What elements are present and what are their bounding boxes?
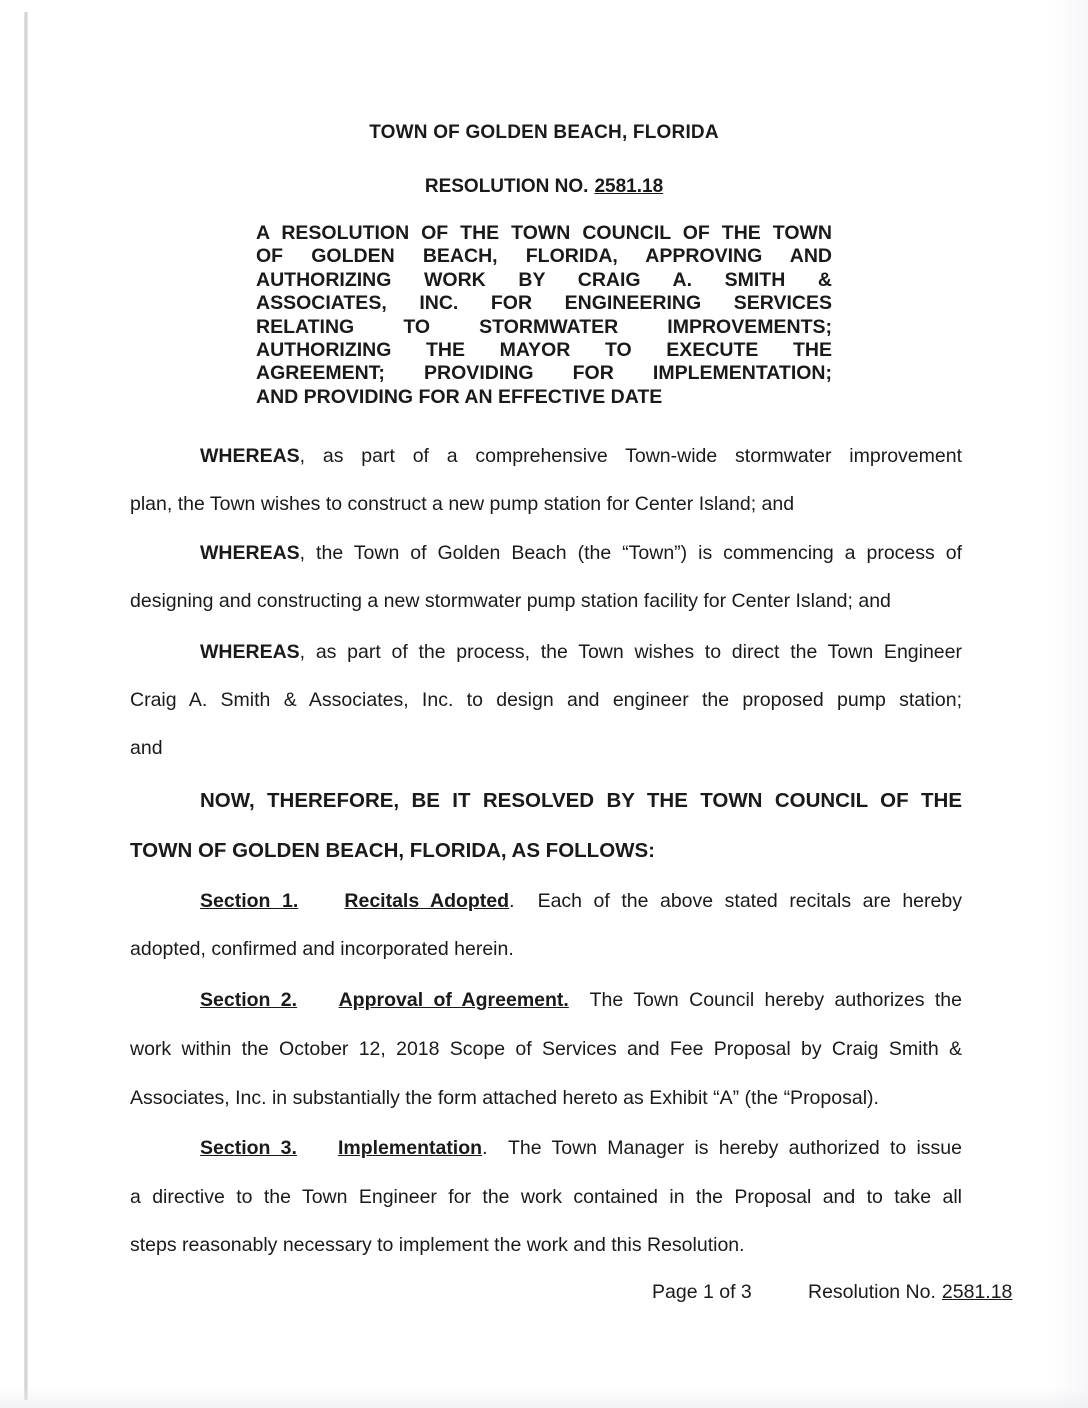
footer-resolution	[808, 1281, 1012, 1304]
caption-line: AND PROVIDING FOR AN EFFECTIVE DATE	[256, 385, 663, 408]
whereas-keyword: WHEREAS	[200, 542, 300, 564]
whereas-keyword: WHEREAS	[200, 445, 300, 467]
resolution-caption	[256, 222, 832, 409]
section-heading: Approval of Agreement.	[338, 989, 569, 1011]
whereas-line: designing and constructing a new stormwater pump station facility for Center Island; and	[130, 590, 891, 612]
scan-shadow-bottom	[0, 1388, 1088, 1408]
caption-line: OF GOLDEN BEACH, FLORIDA, APPROVING AND	[256, 245, 832, 268]
whereas-clause-1-cont	[130, 489, 962, 519]
resolution-number: 2581.18	[594, 176, 664, 197]
caption-line: AUTHORIZING THE MAYOR TO EXECUTE THE	[256, 339, 832, 362]
section-number: Section 1.	[200, 890, 299, 912]
scan-shadow-right	[1048, 0, 1088, 1408]
resolved-clause-cont	[130, 836, 962, 866]
whereas-line	[130, 637, 962, 667]
section-1-cont	[130, 934, 962, 964]
whereas-line: and	[130, 737, 163, 759]
caption-line: ASSOCIATES, INC. FOR ENGINEERING SERVICES	[256, 292, 832, 315]
document-title: TOWN OF GOLDEN BEACH, FLORIDA	[369, 122, 719, 143]
section-text: The Town Council hereby authorizes the	[589, 989, 962, 1011]
section-line	[130, 886, 962, 916]
section-number: Section 2.	[200, 989, 298, 1011]
section-heading-punct: .	[482, 1137, 488, 1159]
caption-line: AUTHORIZING WORK BY CRAIG A. SMITH &	[256, 268, 832, 291]
resolution-label: RESOLUTION NO.	[424, 176, 589, 197]
section-3-end	[130, 1230, 962, 1260]
footer-resolution-number: 2581.18	[941, 1281, 1013, 1303]
whereas-keyword: WHEREAS	[200, 641, 300, 663]
section-heading: Implementation	[337, 1137, 483, 1159]
section-line	[130, 1133, 962, 1163]
whereas-clause-3-cont	[130, 685, 962, 715]
section-text: The Town Manager is hereby authorized to issue	[507, 1137, 963, 1159]
whereas-text: , as part of the process, the Town wishes to direct the Town Engineer	[299, 641, 962, 663]
section-heading-punct: .	[509, 890, 515, 912]
resolved-line: NOW, THEREFORE, BE IT RESOLVED BY THE TOWN COUNCIL OF THE	[200, 789, 962, 812]
whereas-text: , the Town of Golden Beach (the “Town”) is commencing a process of	[299, 542, 962, 564]
section-line: work within the October 12, 2018 Scope of Services and Fee Proposal by Craig Smith &	[130, 1038, 962, 1060]
footer-resolution-label: Resolution No.	[808, 1281, 936, 1303]
whereas-line: plan, the Town wishes to construct a new pump station for Center Island; and	[130, 493, 795, 515]
section-text: Each of the above stated recitals are hereby	[537, 890, 962, 912]
section-1	[130, 886, 962, 916]
section-3	[130, 1133, 962, 1163]
whereas-line: Craig A. Smith & Associates, Inc. to design and engineer the proposed pump station;	[130, 689, 962, 711]
resolved-line: TOWN OF GOLDEN BEACH, FLORIDA, AS FOLLOWS:	[130, 839, 655, 862]
section-line: adopted, confirmed and incorporated herein.	[130, 938, 514, 960]
caption-line: A RESOLUTION OF THE TOWN COUNCIL OF THE TOWN	[256, 222, 832, 244]
whereas-clause-2-cont	[130, 586, 962, 616]
resolution-heading	[0, 176, 1088, 198]
scan-edge-line	[24, 12, 28, 1400]
section-2-cont	[130, 1034, 962, 1064]
whereas-clause-1	[130, 441, 962, 471]
section-2	[130, 985, 962, 1015]
whereas-clause-3-end	[130, 733, 962, 763]
whereas-line	[130, 538, 962, 568]
whereas-clause-2	[130, 538, 962, 568]
whereas-text: , as part of a comprehensive Town-wide stormwater improvement	[299, 445, 962, 467]
section-number: Section 3.	[200, 1137, 297, 1159]
page-number: Page 1 of 3	[652, 1281, 752, 1303]
section-2-end	[130, 1083, 962, 1113]
section-3-cont	[130, 1182, 962, 1212]
caption-line: RELATING TO STORMWATER IMPROVEMENTS;	[256, 315, 832, 338]
section-line: a directive to the Town Engineer for the work contained in the Proposal and to take all	[130, 1186, 962, 1208]
section-heading: Recitals Adopted	[344, 890, 510, 912]
whereas-line	[130, 441, 962, 471]
section-line	[130, 985, 962, 1015]
section-line: Associates, Inc. in substantially the form attached hereto as Exhibit “A” (the “Proposal).	[130, 1087, 879, 1109]
caption-line: AGREEMENT; PROVIDING FOR IMPLEMENTATION;	[256, 362, 832, 385]
whereas-clause-3	[130, 637, 962, 667]
section-line: steps reasonably necessary to implement the work and this Resolution.	[130, 1234, 745, 1256]
resolved-clause	[130, 786, 962, 816]
